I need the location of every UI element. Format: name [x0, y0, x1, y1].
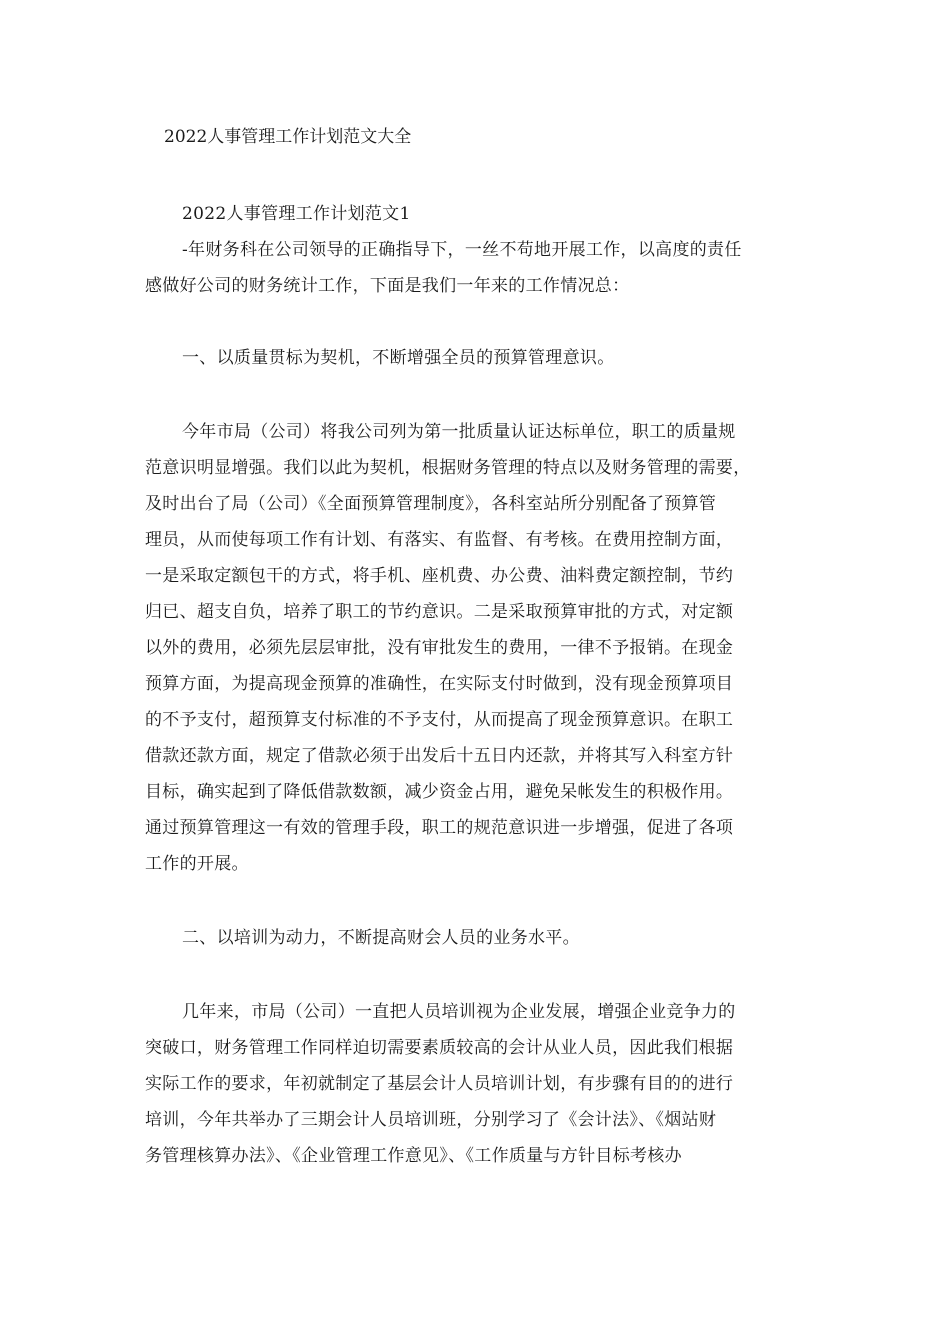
- paragraph-line: 感做好公司的财务统计工作，下面是我们一年来的工作情况总：: [145, 276, 630, 296]
- paragraph-line: 通过预算管理这一有效的管理手段，职工的规范意识进一步增强，促进了各项: [145, 818, 734, 838]
- document-title: 2022人事管理工作计划范文大全: [164, 127, 412, 147]
- paragraph-line: 以外的费用，必须先层层审批，没有审批发生的费用，一律不予报销。在现金: [145, 638, 734, 658]
- paragraph-line: 实际工作的要求，年初就制定了基层会计人员培训计划，有步骤有目的的进行: [145, 1074, 734, 1094]
- paragraph-line: 今年市局（公司）将我公司列为第一批质量认证达标单位，职工的质量规: [182, 422, 736, 442]
- paragraph-line: 几年来，市局（公司）一直把人员培训视为企业发展，增强企业竞争力的: [182, 1002, 736, 1022]
- section-heading: 2022人事管理工作计划范文1: [182, 204, 411, 224]
- paragraph-line: 培训，今年共举办了三期会计人员培训班，分别学习了《会计法》、《烟站财: [145, 1110, 717, 1130]
- paragraph-line: 目标，确实起到了降低借款数额，减少资金占用，避免呆帐发生的积极作用。: [145, 782, 734, 802]
- paragraph-line: -年财务科在公司领导的正确指导下，一丝不苟地开展工作，以高度的责任: [182, 240, 742, 260]
- paragraph-line: 预算方面，为提高现金预算的准确性，在实际支付时做到，没有现金预算项目: [145, 674, 734, 694]
- section-heading: 二、以培训为动力，不断提高财会人员的业务水平。: [182, 928, 580, 948]
- paragraph-line: 借款还款方面，规定了借款必须于出发后十五日内还款，并将其写入科室方针: [145, 746, 734, 766]
- paragraph-line: 务管理核算办法》、《企业管理工作意见》、《工作质量与方针目标考核办: [145, 1146, 682, 1166]
- paragraph-line: 的不予支付，超预算支付标准的不予支付，从而提高了现金预算意识。在职工: [145, 710, 734, 730]
- paragraph-line: 范意识明显增强。我们以此为契机，根据财务管理的特点以及财务管理的需要，: [145, 458, 751, 478]
- paragraph-line: 一是采取定额包干的方式，将手机、座机费、办公费、油料费定额控制，节约: [145, 566, 734, 586]
- paragraph-line: 突破口，财务管理工作同样迫切需要素质较高的会计从业人员，因此我们根据: [145, 1038, 734, 1058]
- section-heading: 一、以质量贯标为契机，不断增强全员的预算管理意识。: [182, 348, 615, 368]
- paragraph-line: 归已、超支自负，培养了职工的节约意识。二是采取预算审批的方式，对定额: [145, 602, 734, 622]
- paragraph-line: 工作的开展。: [145, 854, 249, 874]
- paragraph-line: 理员，从而使每项工作有计划、有落实、有监督、有考核。在费用控制方面，: [145, 530, 734, 550]
- paragraph-line: 及时出台了局（公司）《全面预算管理制度》，各科室站所分别配备了预算管: [145, 494, 717, 514]
